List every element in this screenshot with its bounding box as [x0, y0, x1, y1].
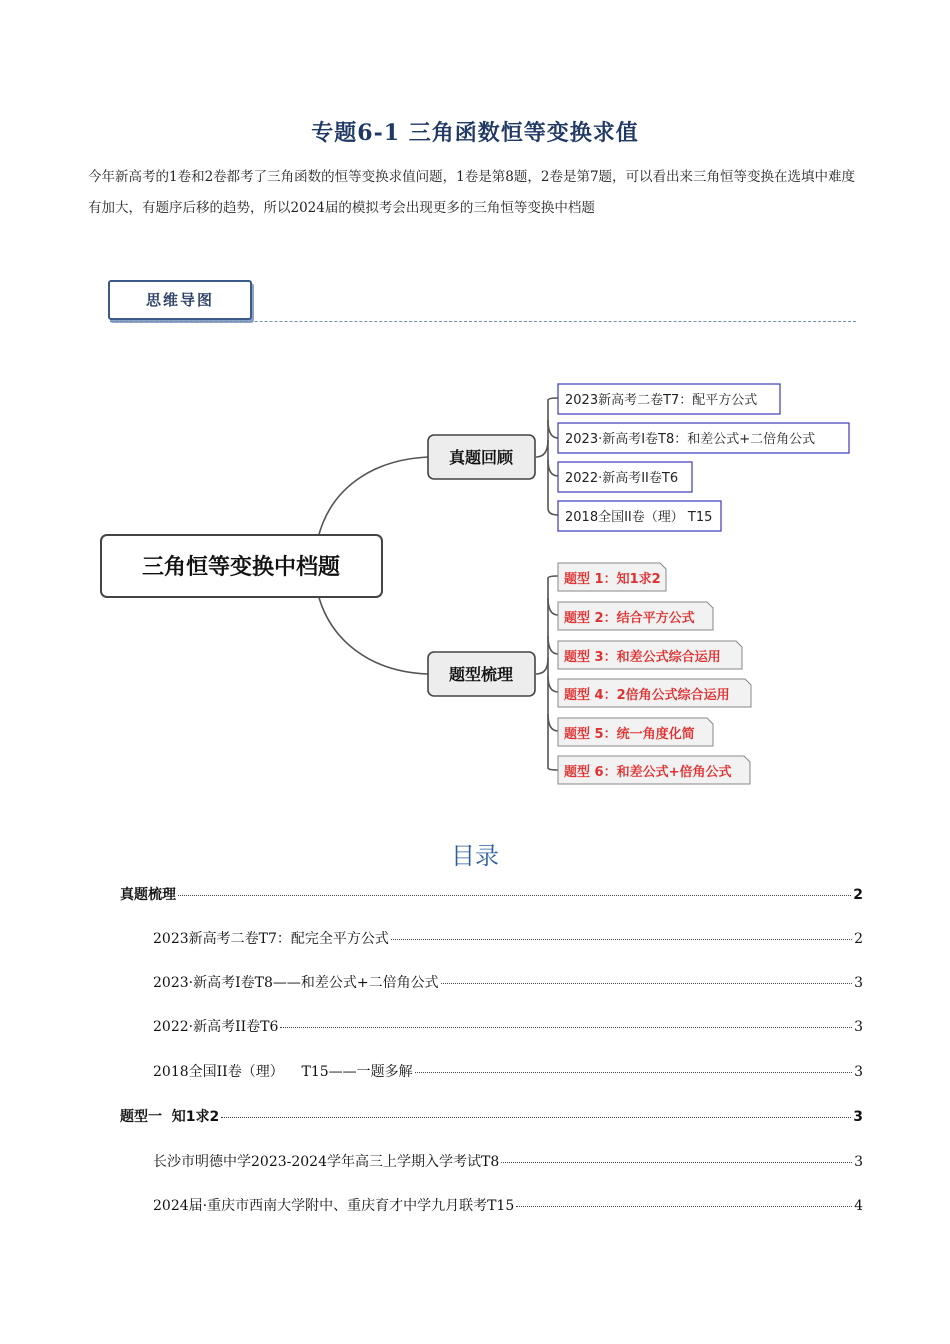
leaf-2-2	[558, 602, 713, 630]
toc-entry[interactable]	[120, 884, 863, 904]
leaf-1-2	[558, 423, 849, 453]
page-title: 专题6-1 三角函数恒等变换求值	[311, 120, 639, 146]
leaf-2-6	[558, 756, 750, 784]
leaf-label-2-5: 题型 5：统一角度化简	[564, 727, 695, 742]
leaf-label-2-6: 题型 6：和差公式+倍角公式	[564, 765, 732, 780]
toc-entry-text: 2023·新高考I卷T8——和差公式+二倍角公式	[153, 975, 439, 991]
toc-leader	[501, 1162, 852, 1163]
toc-page-number: 3	[854, 1019, 863, 1035]
toc-leader	[221, 1117, 851, 1118]
toc-entry[interactable]	[153, 972, 863, 992]
leaf-1-3	[558, 462, 692, 492]
branch-label-1: 真题回顾	[448, 448, 514, 467]
toc-entry-text: 2022·新高考II卷T6	[153, 1019, 279, 1035]
toc-leader	[441, 983, 852, 984]
toc-leader	[178, 895, 851, 896]
toc-page-number: 2	[854, 931, 863, 947]
toc-title: 目录	[451, 842, 499, 870]
leaf-label-1-4: 2018全国II卷（理） T15	[565, 510, 713, 525]
toc-entry[interactable]	[153, 928, 863, 948]
leaf-label-2-1: 题型 1：知1求2	[564, 572, 661, 587]
toc-leader	[516, 1206, 852, 1207]
mind-map	[0, 340, 950, 800]
intro-paragraph: 今年新高考的1卷和2卷都考了三角函数的恒等变换求值问题，1卷是第8题，2卷是第7题，可以看出来三角恒等变换在选填中难度有加大，有题序后移的趋势，所以2024届的模拟考会出现更多的三角恒等变换中档题	[88, 169, 856, 216]
toc-entry[interactable]	[153, 1151, 863, 1171]
toc-entry-text: 2018全国II卷（理） T15——一题多解	[153, 1064, 413, 1080]
root-to-branch-1-connector	[318, 457, 428, 538]
toc-entry[interactable]	[153, 1016, 863, 1036]
toc-entry[interactable]	[153, 1061, 863, 1081]
root-node	[101, 535, 382, 597]
toc-entry-text: 2024届·重庆市西南大学附中、重庆育才中学九月联考T15	[153, 1198, 515, 1214]
leaf-label-1-1: 2023新高考二卷T7：配平方公式	[565, 393, 758, 408]
leaf-1-1	[558, 384, 780, 414]
section-tag-label: 思维导图	[145, 291, 214, 309]
leaf-1-4	[558, 501, 721, 531]
leaf-2-5	[558, 718, 713, 746]
leaf-label-1-3: 2022·新高考II卷T6	[565, 471, 679, 486]
toc-page-number: 2	[853, 887, 863, 903]
toc-entry-text: 真题梳理	[120, 887, 176, 903]
section-tag	[108, 280, 252, 320]
toc-leader	[391, 939, 852, 940]
section-divider	[110, 321, 856, 322]
leaf-label-2-3: 题型 3：和差公式综合运用	[564, 650, 721, 665]
toc-entry[interactable]	[120, 1106, 863, 1126]
toc-leader	[415, 1072, 852, 1073]
toc-page-number: 3	[853, 1109, 863, 1125]
root-to-branch-2-connector	[318, 594, 428, 674]
toc-page-number: 3	[854, 1154, 863, 1170]
toc-entry[interactable]	[153, 1195, 863, 1215]
leaf-2-4	[558, 679, 751, 707]
toc-page-number: 4	[854, 1198, 863, 1214]
toc-entry-text: 长沙市明德中学2023-2024学年高三上学期入学考试T8	[153, 1154, 500, 1170]
toc-entry-text: 题型一 知1求2	[120, 1109, 220, 1125]
branch-node-2	[428, 652, 535, 696]
leaf-label-2-4: 题型 4：2倍角公式综合运用	[564, 688, 730, 703]
branch-label-2: 题型梳理	[448, 665, 514, 684]
root-label: 三角恒等变换中档题	[141, 555, 341, 580]
toc-page-number: 3	[854, 975, 863, 991]
leaf-label-2-2: 题型 2：结合平方公式	[564, 611, 695, 626]
toc-page-number: 3	[854, 1064, 863, 1080]
leaf-2-1	[558, 563, 666, 591]
leaf-label-1-2: 2023·新高考I卷T8：和差公式+二倍角公式	[565, 432, 816, 447]
leaf-2-3	[558, 641, 742, 669]
branch-node-1	[428, 435, 535, 479]
toc-entry-text: 2023新高考二卷T7：配完全平方公式	[153, 931, 389, 947]
toc-leader	[280, 1027, 852, 1028]
